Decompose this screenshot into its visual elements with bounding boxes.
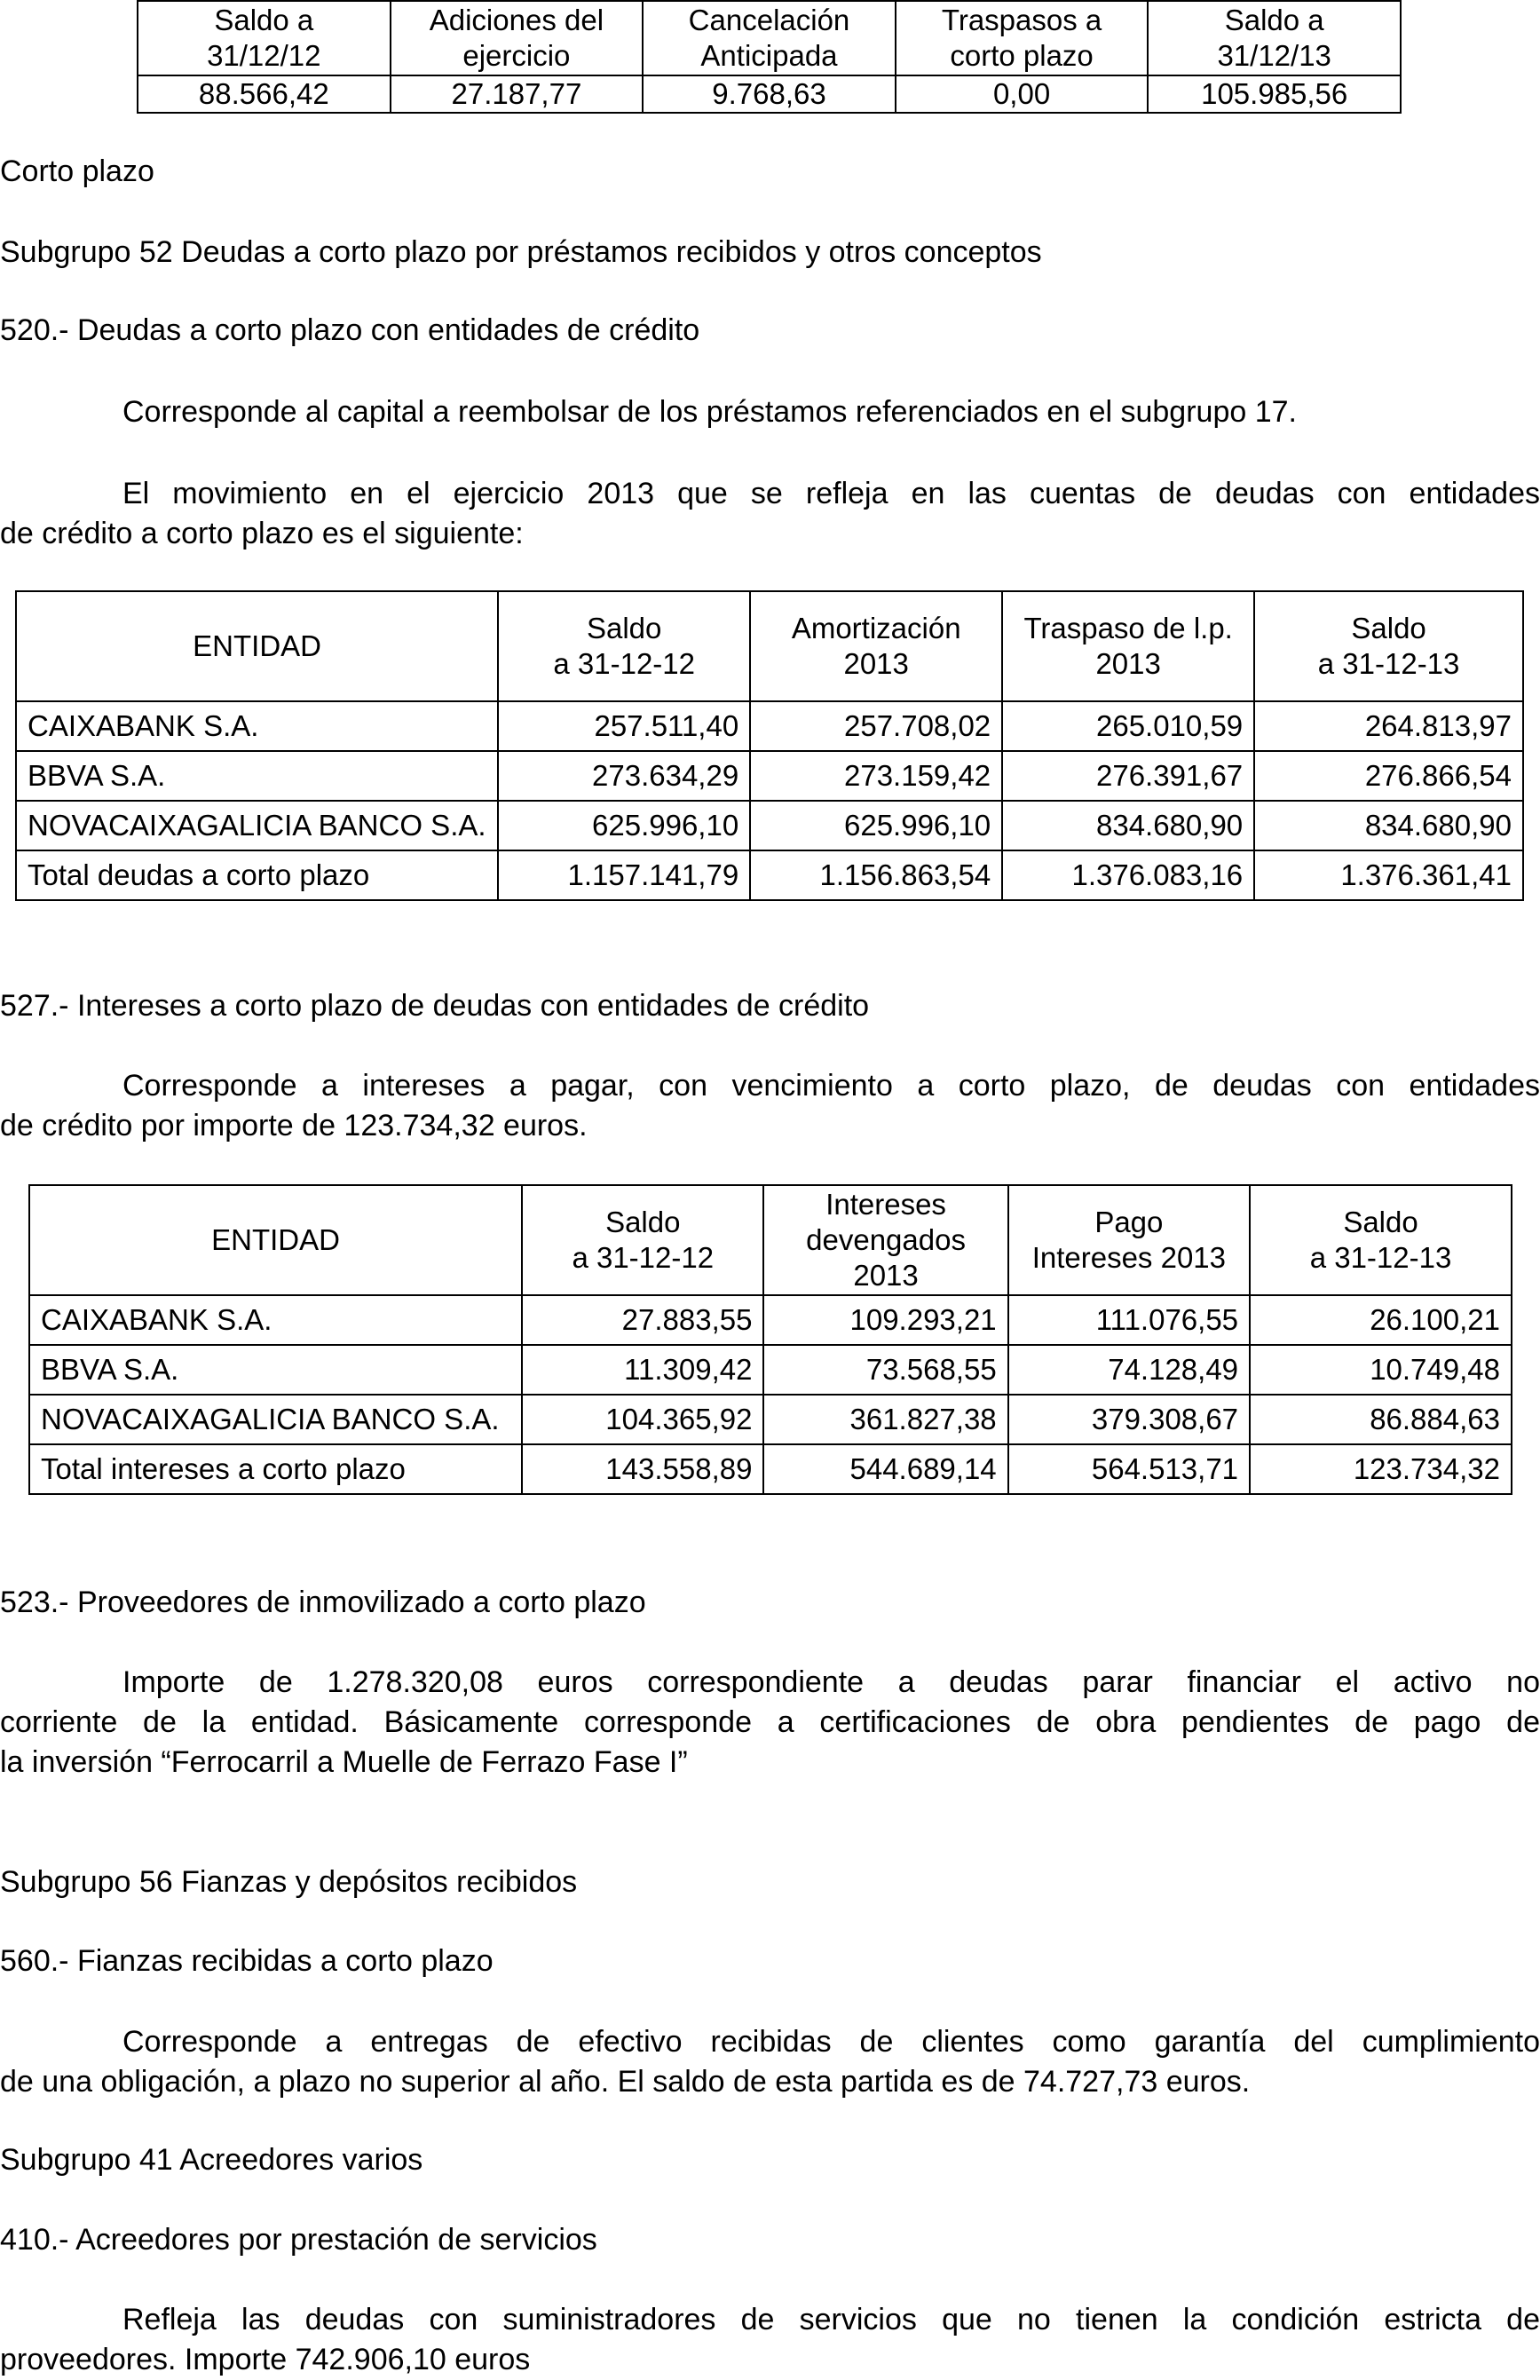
table-cell: 625.996,10 [498, 801, 750, 850]
table-cell: 27.883,55 [522, 1295, 763, 1345]
table-cell-entidad: CAIXABANK S.A. [16, 701, 498, 751]
table-row [29, 1345, 1512, 1395]
header-saldo-31-12-12: Saldo a 31-12-12 [522, 1185, 763, 1295]
table-cell: 143.558,89 [522, 1444, 763, 1494]
table-cell: 1.157.141,79 [498, 850, 750, 900]
table-total-row [16, 850, 1523, 900]
table-cell: 123.734,32 [1250, 1444, 1512, 1494]
table-row [138, 75, 1401, 113]
section-523-paragraph [0, 1663, 1540, 1783]
table-cell: 625.996,10 [750, 801, 1002, 850]
header-traspasos: Traspasos a corto plazo [896, 1, 1149, 75]
paragraph-line: El movimiento en el ejercicio 2013 que se refleja en las cuentas de deudas con entidades [122, 477, 1540, 510]
table-cell: 273.634,29 [498, 751, 750, 801]
table-cell: 564.513,71 [1008, 1444, 1250, 1494]
header-saldo-31-12-12: Saldo a 31/12/12 [138, 1, 391, 75]
table-row [29, 1295, 1512, 1345]
subgroup-41-heading: Subgrupo 41 Acreedores varios [0, 2143, 423, 2177]
table-cell: 276.391,67 [1002, 751, 1254, 801]
balance-table-top [137, 0, 1402, 114]
table-cell-entidad: Total intereses a corto plazo [29, 1444, 522, 1494]
paragraph-line: Corresponde a entregas de efectivo recibidas de clientes como garantía del cumplimiento [122, 2025, 1540, 2059]
table-cell-entidad: BBVA S.A. [29, 1345, 522, 1395]
table-cell: 105.985,56 [1148, 75, 1401, 113]
table-cell: 1.376.083,16 [1002, 850, 1254, 900]
table-cell: 86.884,63 [1250, 1395, 1512, 1444]
paragraph-line: Corresponde a intereses a pagar, con vencimiento a corto plazo, de deudas con entidades [122, 1069, 1540, 1103]
table-header-row [16, 591, 1523, 701]
table-header-row [29, 1185, 1512, 1295]
table-cell: 834.680,90 [1002, 801, 1254, 850]
table-cell-entidad: BBVA S.A. [16, 751, 498, 801]
deudas-entidades-credito-table [15, 590, 1524, 901]
section-410-title: 410.- Acreedores por prestación de servicios [0, 2223, 597, 2257]
paragraph-line: Refleja las deudas con suministradores de servicios que no tienen la condición estricta de [122, 2303, 1540, 2337]
section-527-title: 527.- Intereses a corto plazo de deudas con entidades de crédito [0, 989, 870, 1023]
table-cell: 74.128,49 [1008, 1345, 1250, 1395]
paragraph-line: Importe de 1.278.320,08 euros correspondiente a deudas parar financiar el activo no [122, 1665, 1540, 1699]
header-pago-intereses: Pago Intereses 2013 [1008, 1185, 1250, 1295]
intereses-entidades-credito-table [28, 1184, 1512, 1495]
section-560-paragraph [0, 2022, 1540, 2102]
table-cell: 257.511,40 [498, 701, 750, 751]
section-560-title: 560.- Fianzas recibidas a corto plazo [0, 1944, 494, 1978]
table-cell: 1.156.863,54 [750, 850, 1002, 900]
table-cell: 109.293,21 [763, 1295, 1007, 1345]
table-cell: 264.813,97 [1254, 701, 1523, 751]
table-cell: 9.768,63 [643, 75, 896, 113]
paragraph-line: de una obligación, a plazo no superior al año. El saldo de esta partida es de 74.727,73 euros. [0, 2065, 1251, 2099]
table-header-row [138, 1, 1401, 75]
subgroup-52-heading: Subgrupo 52 Deudas a corto plazo por préstamos recibidos y otros conceptos [0, 235, 1042, 269]
section-523-title: 523.- Proveedores de inmovilizado a corto plazo [0, 1585, 646, 1619]
header-traspaso-lp: Traspaso de l.p. 2013 [1002, 591, 1254, 701]
header-intereses-devengados: Intereses devengados 2013 [763, 1185, 1007, 1295]
header-cancelacion: Cancelación Anticipada [643, 1, 896, 75]
table-row [16, 801, 1523, 850]
table-cell: 257.708,02 [750, 701, 1002, 751]
table-cell: 26.100,21 [1250, 1295, 1512, 1345]
table-cell: 834.680,90 [1254, 801, 1523, 850]
table-row [16, 701, 1523, 751]
table-cell: 10.749,48 [1250, 1345, 1512, 1395]
table-cell: 265.010,59 [1002, 701, 1254, 751]
table-cell: 11.309,42 [522, 1345, 763, 1395]
heading-corto-plazo: Corto plazo [0, 154, 154, 188]
table-row [16, 751, 1523, 801]
table-cell-entidad: CAIXABANK S.A. [29, 1295, 522, 1345]
paragraph-line: la inversión “Ferrocarril a Muelle de Ferrazo Fase I” [0, 1745, 688, 1779]
table-cell: 1.376.361,41 [1254, 850, 1523, 900]
header-saldo-31-12-12: Saldo a 31-12-12 [498, 591, 750, 701]
table-cell: 111.076,55 [1008, 1295, 1250, 1345]
table-cell: 276.866,54 [1254, 751, 1523, 801]
table-cell: 361.827,38 [763, 1395, 1007, 1444]
header-saldo-31-12-13: Saldo a 31-12-13 [1254, 591, 1523, 701]
paragraph-line: proveedores. Importe 742.906,10 euros [0, 2343, 531, 2376]
section-410-paragraph [0, 2300, 1540, 2380]
table-cell: 27.187,77 [391, 75, 644, 113]
table-total-row [29, 1444, 1512, 1494]
table-cell-entidad: Total deudas a corto plazo [16, 850, 498, 900]
header-saldo-31-12-13: Saldo a 31/12/13 [1148, 1, 1401, 75]
header-adiciones: Adiciones del ejercicio [391, 1, 644, 75]
section-520-title: 520.- Deudas a corto plazo con entidades de crédito [0, 313, 700, 347]
table-cell: 104.365,92 [522, 1395, 763, 1444]
table-cell: 379.308,67 [1008, 1395, 1250, 1444]
section-527-paragraph [0, 1066, 1540, 1146]
header-entidad: ENTIDAD [16, 591, 498, 701]
table-cell-entidad: NOVACAIXAGALICIA BANCO S.A. [29, 1395, 522, 1444]
table-cell: 73.568,55 [763, 1345, 1007, 1395]
table-cell-entidad: NOVACAIXAGALICIA BANCO S.A. [16, 801, 498, 850]
header-amortizacion: Amortización 2013 [750, 591, 1002, 701]
table-cell: 88.566,42 [138, 75, 391, 113]
subgroup-56-heading: Subgrupo 56 Fianzas y depósitos recibidos [0, 1865, 578, 1899]
table-row [29, 1395, 1512, 1444]
header-saldo-31-12-13: Saldo a 31-12-13 [1250, 1185, 1512, 1295]
table-cell: 0,00 [896, 75, 1149, 113]
header-entidad: ENTIDAD [29, 1185, 522, 1295]
paragraph-line: de crédito por importe de 123.734,32 euros. [0, 1109, 588, 1143]
table-cell: 544.689,14 [763, 1444, 1007, 1494]
section-520-paragraph-2 [0, 474, 1540, 554]
paragraph-line: corriente de la entidad. Básicamente corresponde a certificaciones de obra pendientes de pago de [0, 1705, 1540, 1739]
table-cell: 273.159,42 [750, 751, 1002, 801]
section-520-paragraph-1: Corresponde al capital a reembolsar de los préstamos referenciados en el subgrupo 17. [122, 395, 1297, 429]
paragraph-line: de crédito a corto plazo es el siguiente: [0, 517, 524, 550]
